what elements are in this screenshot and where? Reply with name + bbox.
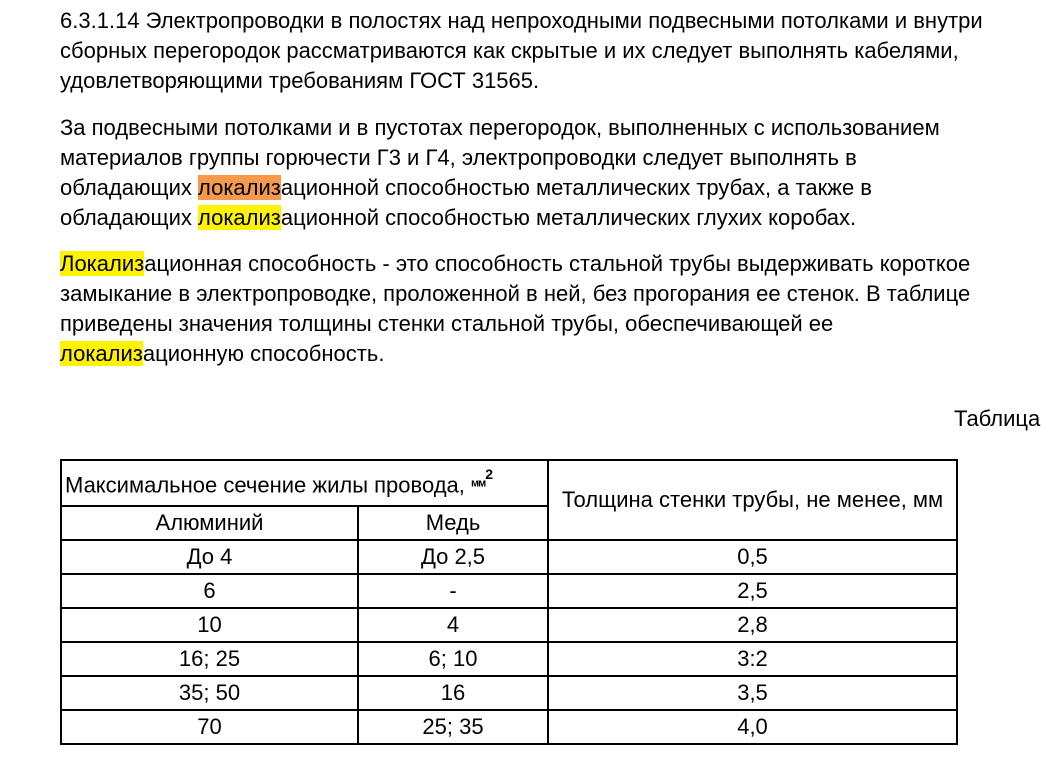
text-segment: приведены значения толщины стенки стальной трубы, обеспечивающей ее: [60, 311, 834, 336]
table-row: [61, 710, 957, 744]
text-line: [60, 309, 1045, 339]
cell-copper: 4: [358, 608, 548, 642]
cell-wall-thickness: 3,5: [548, 676, 957, 710]
subheader-copper: Медь: [358, 506, 548, 540]
unit-superscript: 2: [485, 466, 493, 483]
text-segment: ационной способностью металлических глухих коробах.: [280, 205, 857, 230]
text-line: [60, 143, 1045, 173]
subheader-aluminum: Алюминий: [61, 506, 358, 540]
search-highlight: Локализ: [60, 251, 145, 276]
table-row: [61, 608, 957, 642]
search-highlight: локализ: [198, 205, 281, 230]
cell-aluminum: 16; 25: [61, 642, 358, 676]
table-row: [61, 642, 957, 676]
text-line: [60, 66, 1045, 96]
text-line: [60, 36, 1045, 66]
paragraph-2: [60, 113, 1045, 233]
text-line: [60, 173, 1045, 203]
text-segment: ационная способность - это способность стальной трубы выдерживать короткое: [144, 251, 971, 276]
text-line: [60, 203, 1045, 233]
text-segment: материалов группы горючести Г3 и Г4, электропроводки следует выполнять в: [60, 145, 857, 170]
table-caption: Таблица: [954, 406, 1041, 431]
table-row: [61, 676, 957, 710]
cell-copper: До 2,5: [358, 540, 548, 574]
text-segment: удовлетворяющими требованиям ГОСТ 31565.: [60, 68, 540, 93]
wall-thickness-table: [60, 459, 958, 745]
cell-aluminum: 70: [61, 710, 358, 744]
header-max-section: [61, 460, 548, 506]
paragraph-3: [60, 249, 1045, 369]
table-row: [61, 574, 957, 608]
header-wall-thickness: Толщина стенки трубы, не менее, мм: [548, 460, 957, 540]
cell-aluminum: 10: [61, 608, 358, 642]
cell-copper: 25; 35: [358, 710, 548, 744]
table-row: [61, 540, 957, 574]
text-segment: замыкание в электропроводке, проложенной в ней, без прогорания ее стенок. В таблице: [60, 281, 971, 306]
cell-aluminum: 6: [61, 574, 358, 608]
table-header-row: [61, 460, 957, 506]
cell-wall-thickness: 4,0: [548, 710, 957, 744]
text-segment: ационной способностью металлических трубах, а также в: [280, 175, 872, 200]
search-highlight: локализ: [60, 341, 143, 366]
text-segment: сборных перегородок рассматриваются как скрытые и их следует выполнять кабелями,: [60, 38, 959, 63]
cell-wall-thickness: 3:2: [548, 642, 957, 676]
unit-label: мм: [471, 478, 486, 490]
cell-wall-thickness: 0,5: [548, 540, 957, 574]
text-line: [60, 113, 1045, 143]
cell-wall-thickness: 2,8: [548, 608, 957, 642]
text-segment: обладающих: [60, 205, 198, 230]
text-segment: 6.3.1.14 Электропроводки в полостях над непроходными подвесными потолками и внутри: [60, 8, 983, 33]
cell-copper: -: [358, 574, 548, 608]
cell-copper: 6; 10: [358, 642, 548, 676]
paragraph-1: [60, 6, 1045, 96]
cell-wall-thickness: 2,5: [548, 574, 957, 608]
text-line: [60, 339, 1045, 369]
text-line: [60, 6, 1045, 36]
search-highlight-current: локализ: [198, 175, 281, 200]
header-max-section-label: Максимальное сечение жилы провода,: [65, 473, 465, 498]
document-body: [60, 6, 1045, 369]
text-line: [60, 279, 1045, 309]
cell-aluminum: 35; 50: [61, 676, 358, 710]
header-unit: [471, 462, 492, 499]
cell-copper: 16: [358, 676, 548, 710]
text-segment: ационную способность.: [142, 341, 385, 366]
text-segment: обладающих: [60, 175, 198, 200]
text-segment: За подвесными потолками и в пустотах перегородок, выполненных с использованием: [60, 115, 940, 140]
text-line: [60, 249, 1045, 279]
cell-aluminum: До 4: [61, 540, 358, 574]
